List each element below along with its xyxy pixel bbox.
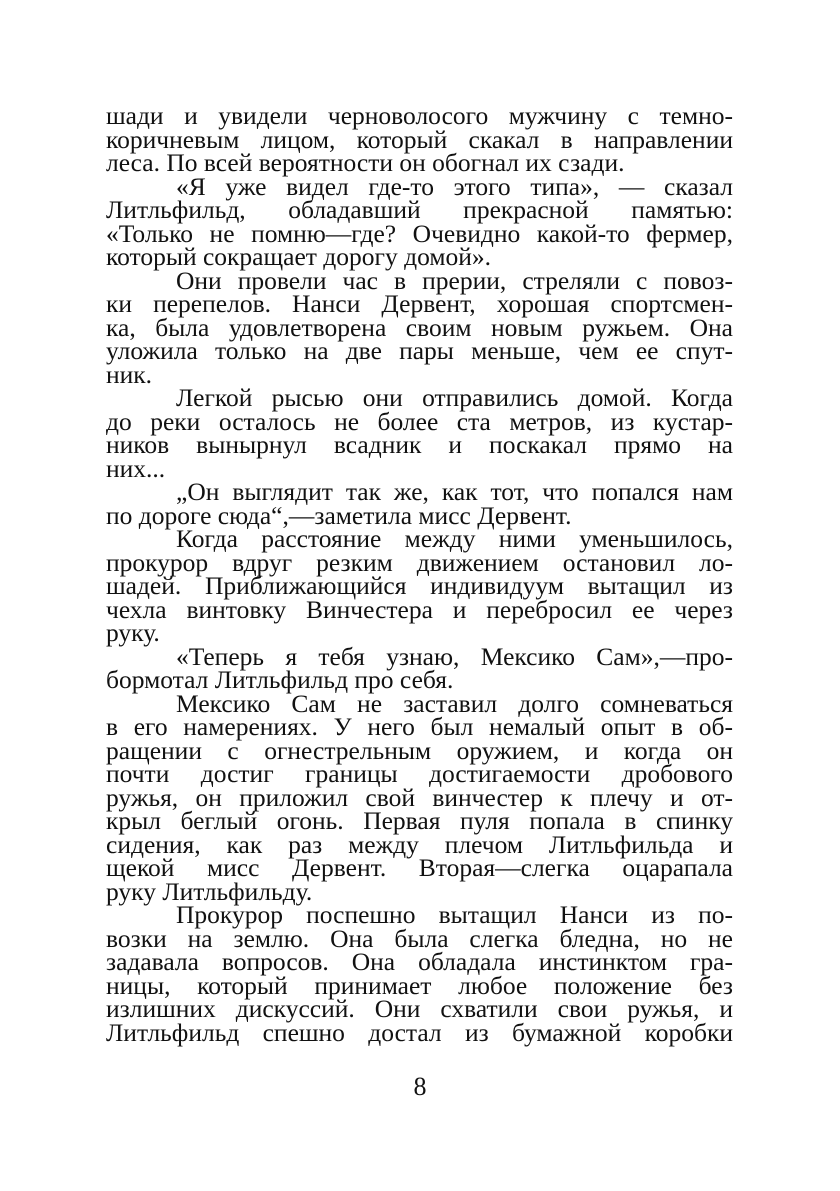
text-line: крыл беглый огонь. Первая пуля попала в спинку	[106, 806, 733, 835]
paragraph	[106, 524, 733, 647]
text-line: по дороге сюда“,—заметила мисс Дервент.	[106, 500, 572, 530]
text-line: Легкой рысью они отправились домой. Когда	[176, 383, 733, 412]
text-line: «Только не помню—где? Очевидно какой-то фермер,	[106, 218, 733, 248]
text-line: Мексико Сам не заставил долго сомневаться	[176, 688, 733, 718]
text-line: Прокурор поспешно вытащил Нанси из по-	[176, 900, 733, 929]
text-line: них...	[106, 453, 166, 483]
text-line: шадей. Приближающийся индивидуум вытащил из	[106, 571, 733, 600]
text-line: коричневым лицом, который скакал в направлении	[106, 124, 733, 154]
text-line: возки на землю. Она была слегка бледна, но не	[106, 923, 733, 953]
text-line: руку.	[106, 618, 160, 647]
text-line: до реки осталось не более ста метров, из кустар-	[106, 406, 733, 436]
text-line: Литльфильд, обладавший прекрасной памятью:	[106, 195, 733, 224]
text-line: ки перепелов. Нанси Дервент, хорошая спортсмен-	[106, 289, 733, 318]
paragraph	[106, 171, 733, 271]
text-line: ка, была удовлетворена своим новым ружьем. Она	[106, 312, 733, 342]
paragraph	[106, 900, 733, 1047]
paragraph	[106, 101, 733, 177]
text-line: ников вынырнул всадник и поскакал прямо на	[106, 430, 733, 459]
text-line: который сокращает дорогу домой».	[106, 242, 491, 271]
text-line: бормотал Литльфильд про себя.	[106, 665, 454, 694]
text-line: „Он выглядит так же, как тот, что попался нам	[176, 477, 733, 506]
text-line: ницы, который принимает любое положение без	[106, 970, 733, 1000]
text-line: задавала вопросов. Она обладала инстинктом гра-	[106, 947, 733, 976]
text-line: излишних дискуссий. Они схватили свои ружья, и	[106, 994, 733, 1023]
page-number: 8	[413, 1072, 427, 1101]
paragraph	[106, 265, 733, 389]
text-line: Они провели час в прерии, стреляли с повоз-	[176, 265, 733, 295]
text-line: «Я уже видел где-то этого типа», — сказал	[176, 171, 733, 201]
text-line: чехла винтовку Винчестера и перебросил ее через	[106, 594, 733, 624]
text-line: ник.	[106, 359, 153, 389]
text-line: ращении с огнестрельным оружием, и когда он	[106, 735, 733, 765]
text-line: Литльфильд спешно достал из бумажной коробки	[106, 1017, 733, 1047]
text-line: щекой мисс Дервент. Вторая—слегка оцарапала	[106, 853, 733, 882]
text-line: леса. По всей вероятности он обогнал их сзади.	[106, 148, 625, 177]
paragraph	[106, 477, 733, 530]
text-line: Когда расстояние между ними уменьшилось,	[176, 524, 733, 553]
text-line: прокурор вдруг резким движением остановил ло-	[106, 547, 733, 577]
paragraph	[106, 688, 733, 906]
text-line: уложила только на две пары меньше, чем ее спут-	[106, 336, 733, 365]
paragraph	[106, 383, 733, 483]
text-line: ружья, он приложил свой винчестер к плечу и от-	[106, 782, 733, 812]
text-line: руку Литльфильду.	[106, 876, 313, 906]
text-line: почти достиг границы достигаемости дробового	[106, 759, 733, 788]
paragraph	[106, 641, 733, 694]
text-line: «Теперь я тебя узнаю, Мексико Сам»,—про-	[176, 641, 733, 671]
page-body	[106, 101, 733, 1047]
text-line: сидения, как раз между плечом Литльфильда и	[106, 829, 733, 859]
text-line: шади и увидели черноволосого мужчину с темно-	[106, 101, 733, 130]
text-line: в его намерениях. У него был немалый опыт в об-	[106, 712, 733, 741]
